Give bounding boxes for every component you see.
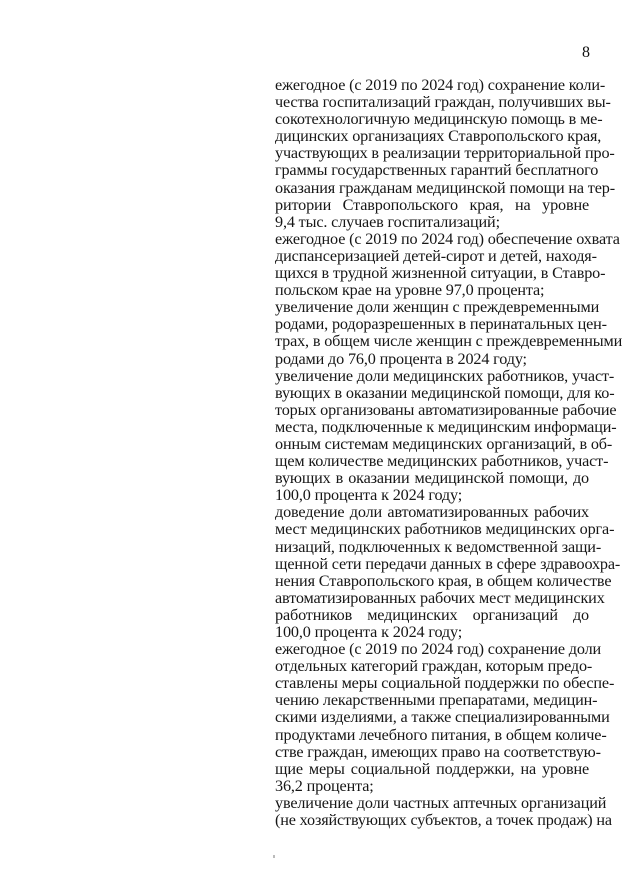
text-line: чению лекарственными препаратами, медицин- <box>275 691 598 710</box>
page-number: 8 <box>582 44 590 61</box>
text-line: продуктами лечебного питания, в общем количе- <box>275 725 607 744</box>
text-line: чества госпитализаций граждан, получивших вы- <box>275 93 611 112</box>
text-line: увеличение доли медицинских работников, участ- <box>275 366 615 385</box>
text-line: нения Ставропольского края, в общем количестве <box>275 571 612 590</box>
text-line: оказания гражданам медицинской помощи на тер- <box>275 178 615 197</box>
text-line: ритории Ставропольского края, на уровне <box>275 195 589 214</box>
text-line: ежегодное (с 2019 по 2024 год) обеспечение охвата <box>275 229 620 248</box>
text-line: торых организованы автоматизированные рабочие <box>275 400 617 419</box>
text-line: стве граждан, имеющих право на соответствую- <box>275 742 601 761</box>
body-text <box>275 76 623 830</box>
text-line: места, подключенные к медицинским информаци- <box>275 417 617 436</box>
text-line: онным системам медицинских организаций, в об- <box>275 434 613 453</box>
scan-artifact <box>273 855 275 858</box>
text-line: отдельных категорий граждан, которым предо- <box>275 657 593 676</box>
text-line: участвующих в реализации территориальной про- <box>275 144 615 163</box>
text-line: 9,4 тыс. случаев госпитализаций; <box>275 212 500 231</box>
text-line: ежегодное (с 2019 по 2024 год) сохранение коли- <box>275 76 606 94</box>
text-line: мест медицинских работников медицинских орга- <box>275 520 615 539</box>
text-line: дицинских организациях Ставропольского края, <box>275 127 602 146</box>
text-line: увеличение доли женщин с преждевременными <box>275 298 600 317</box>
text-line: автоматизированных рабочих мест медицинских <box>275 588 605 607</box>
text-line: щихся в трудной жизненной ситуации, в Ставро- <box>275 264 606 283</box>
text-line: ежегодное (с 2019 по 2024 год) сохранение доли <box>275 640 602 659</box>
text-line: (не хозяйствующих субъектов, а точек продаж) на <box>275 811 612 830</box>
text-line: доведение доли автоматизированных рабочих <box>275 503 589 522</box>
text-line: работников медицинских организаций до <box>275 605 589 624</box>
text-line: скими изделиями, а также специализированными <box>275 708 610 727</box>
text-line: трах, в общем числе женщин с преждевременными <box>275 332 623 351</box>
text-line: 100,0 процента к 2024 году; <box>275 623 463 641</box>
text-line: щем количестве медицинских работников, участ- <box>275 452 609 471</box>
text-line: низаций, подключенных к ведомственной защи- <box>275 537 602 556</box>
text-line: родами до 76,0 процента в 2024 году; <box>275 349 527 368</box>
text-line: вующих в оказании медицинской помощи, до <box>275 469 589 488</box>
text-line: граммы государственных гарантий бесплатного <box>275 161 599 180</box>
text-line: польском крае на уровне 97,0 процента; <box>275 281 545 300</box>
text-line: родами, родоразрешенных в перинатальных цен- <box>275 315 607 334</box>
text-line: увеличение доли частных аптечных организаций <box>275 793 607 812</box>
text-line: сокотехнологичную медицинскую помощь в ме- <box>275 110 603 129</box>
text-line: 36,2 процента; <box>275 776 374 795</box>
text-line: диспансеризацией детей-сирот и детей, находя- <box>275 246 597 265</box>
text-line: вующих в оказании медицинской помощи, для ко- <box>275 383 615 402</box>
text-line: щие меры социальной поддержки, на уровне <box>275 759 589 778</box>
text-line: щенной сети передачи данных в сфере здравоохра- <box>275 554 621 573</box>
text-line: 100,0 процента к 2024 году; <box>275 486 463 505</box>
text-line: ставлены меры социальной поддержки по обеспе- <box>275 674 615 693</box>
